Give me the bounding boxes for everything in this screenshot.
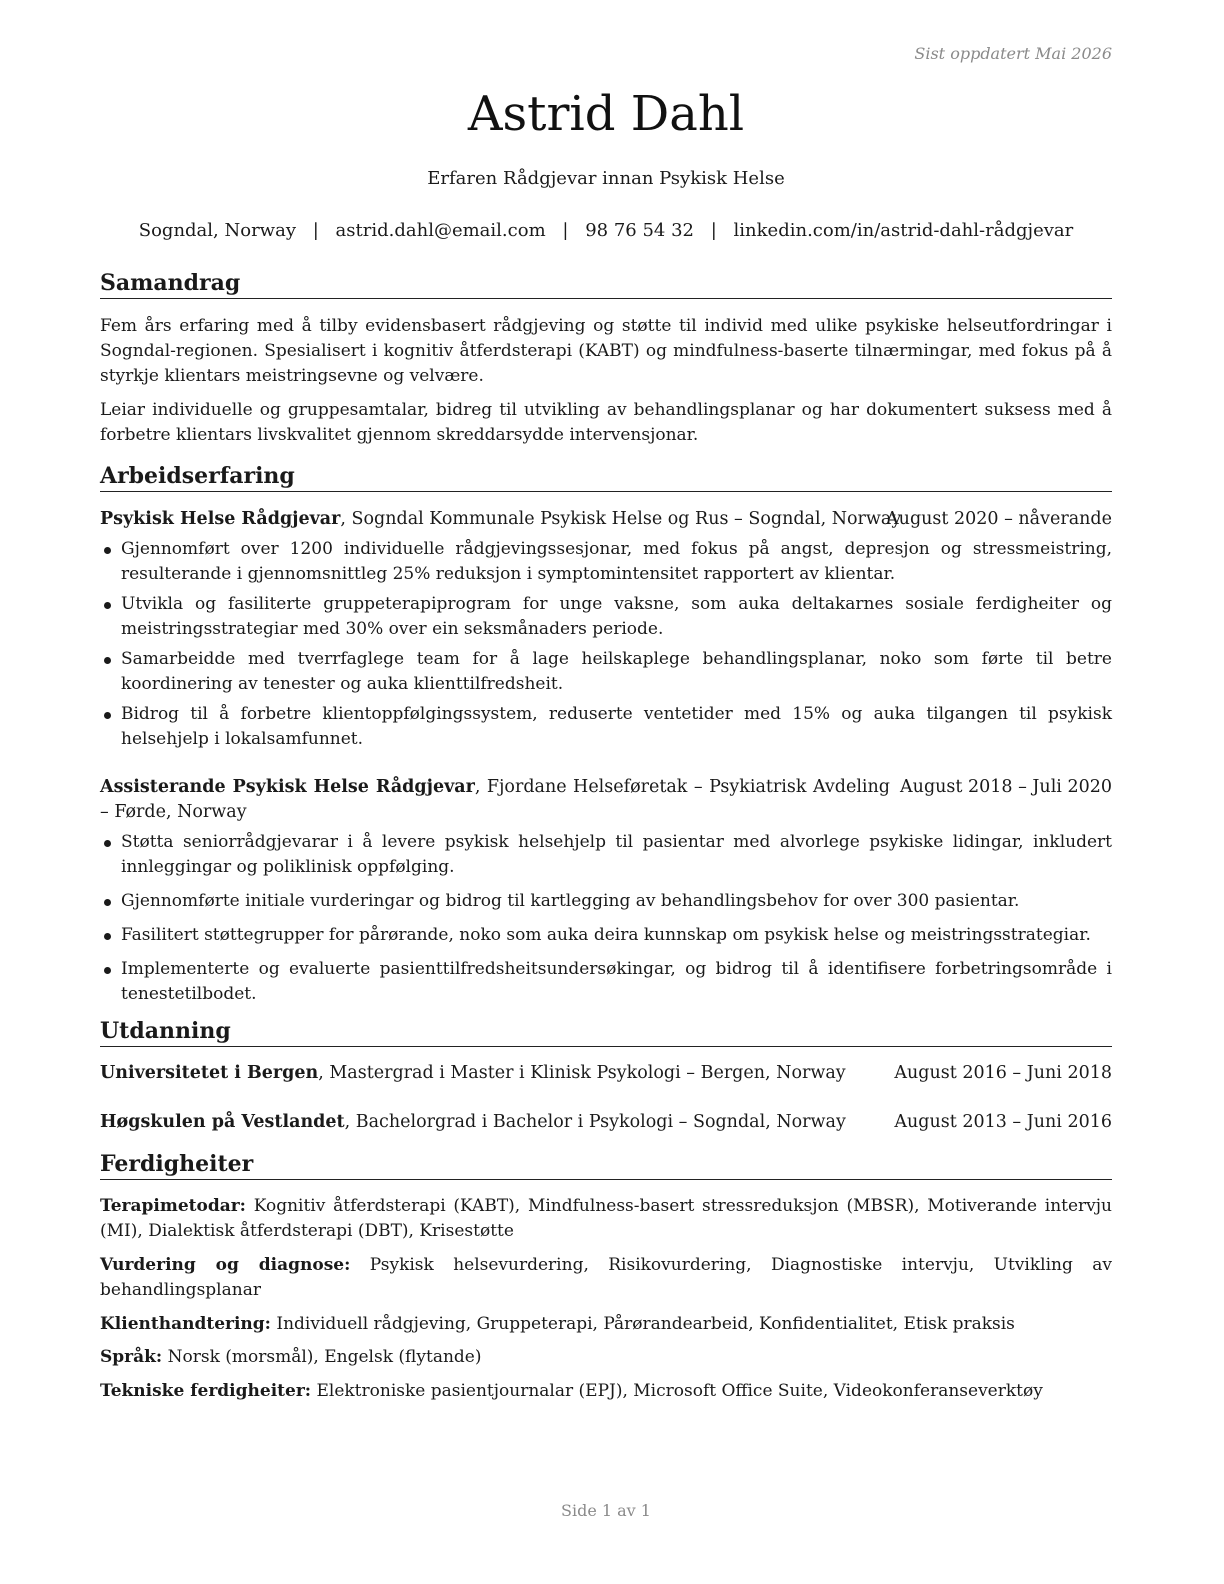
education-dates: August 2016 – Juni 2018 xyxy=(894,1063,1112,1083)
job-bullet: Samarbeidde med tverrfaglege team for å lage heilskaplege behandlingsplanar, noko som førte til betre koordinering av tenester og auka klienttilfredsheit. xyxy=(100,647,1112,697)
job-role: Assisterande Psykisk Helse Rådgjevar xyxy=(100,777,475,797)
candidate-title: Erfaren Rådgjevar innan Psykisk Helse xyxy=(427,168,785,189)
skill-label: Klienthandtering: xyxy=(100,1314,271,1334)
contact-separator: | xyxy=(562,220,569,241)
job-bullet: Utvikla og fasiliterte gruppeterapiprogram for unge vaksne, som auka deltakarnes sosiale ferdigheiter og meistringsstrategiar med 30% over ein seksmånaders periode. xyxy=(100,592,1112,642)
job-bullets xyxy=(100,537,1112,752)
section-title-education: Utdanning xyxy=(100,1018,1112,1047)
education-school: Høgskulen på Vestlandet xyxy=(100,1112,345,1132)
skill-row xyxy=(100,1312,1112,1337)
skill-value: Elektroniske pasientjournalar (EPJ), Microsoft Office Suite, Videokonferanseverktøy xyxy=(311,1381,1043,1401)
contact-line xyxy=(100,220,1112,241)
job-bullet: Implementerte og evaluerte pasienttilfredsheitsundersøkingar, og bidrog til å identifisere forbetringsområde i tenestetilbodet. xyxy=(100,957,1112,1007)
skill-value: Individuell rådgjeving, Gruppeterapi, Pårørandearbeid, Konfidentialitet, Etisk praksis xyxy=(270,1314,1015,1334)
contact-separator: | xyxy=(312,220,319,241)
skill-row xyxy=(100,1379,1112,1404)
skill-row xyxy=(100,1345,1112,1370)
skill-value: Kognitiv åtferdsterapi (KABT), Mindfulness-basert stressreduksjon (MBSR), Motiverande intervju (MI), Dialektisk åtferdsterapi (DBT), Krisestøtte xyxy=(100,1196,1112,1241)
summary-paragraph: Leiar individuelle og gruppesamtalar, bidreg til utvikling av behandlingsplanar og har dokumentert suksess med å forbetre klientars livskvalitet gjennom skreddarsydde intervensjonar. xyxy=(100,400,1112,445)
job-header xyxy=(100,507,1112,532)
skill-value: Norsk (morsmål), Engelsk (flytande) xyxy=(162,1347,482,1367)
education-detail: , Mastergrad i Master i Klinisk Psykologi – Bergen, Norway xyxy=(318,1063,846,1083)
contact-separator: | xyxy=(710,220,717,241)
skill-row xyxy=(100,1194,1112,1244)
contact-phone: 98 76 54 32 xyxy=(585,220,694,241)
last-updated: Sist oppdatert Mai 2026 xyxy=(914,44,1112,63)
skill-label: Tekniske ferdigheiter: xyxy=(100,1381,312,1401)
education-school: Universitetet i Bergen xyxy=(100,1063,319,1083)
education-dates: August 2013 – Juni 2016 xyxy=(894,1112,1112,1132)
job-bullets xyxy=(100,830,1112,1007)
job-bullet: Gjennomførte initiale vurderingar og bidrog til kartlegging av behandlingsbehov for over 300 pasientar. xyxy=(100,889,1112,914)
job-bullet: Bidrog til å forbetre klientoppfølgingssystem, reduserte ventetider med 15% og auka tilgangen til psykisk helsehjelp i lokalsamfunnet. xyxy=(100,702,1112,752)
job-role: Psykisk Helse Rådgjevar xyxy=(100,509,341,529)
job-bullet: Fasilitert støttegrupper for pårørande, noko som auka deira kunnskap om psykisk helse og meistringsstrategiar. xyxy=(100,923,1112,948)
skill-label: Vurdering og diagnose: xyxy=(100,1255,351,1275)
job-dates: August 2020 – nåverande xyxy=(886,509,1112,529)
skill-row xyxy=(100,1253,1112,1303)
summary-paragraph: Fem års erfaring med å tilby evidensbasert rådgjeving og støtte til individ med ulike psykiske helseutfordringar i Sogndal-regionen. Spesialisert i kognitiv åtferdsterapi (KABT) og mindfulness-baserte tilnærmingar, med fokus på å styrkje klientars meistringsevne og velvære. xyxy=(100,316,1112,386)
job-org: , Sogndal Kommunale Psykisk Helse og Rus – Sogndal, Norway xyxy=(340,509,902,529)
job-bullet: Støtta seniorrådgjevarar i å levere psykisk helsehjelp til pasientar med alvorlege psykiske lidingar, inkludert innleggingar og poliklinisk oppfølging. xyxy=(100,830,1112,880)
education-entry xyxy=(100,1061,1112,1086)
page-number: Side 1 av 1 xyxy=(561,1501,651,1520)
section-title-skills: Ferdigheiter xyxy=(100,1151,1112,1180)
skill-label: Terapimetodar: xyxy=(100,1196,246,1216)
candidate-name: Astrid Dahl xyxy=(467,86,745,142)
job-org: , Fjordane Helseføretak – Psykiatrisk Avdeling – Førde, Norway xyxy=(100,777,890,822)
job-bullet: Gjennomført over 1200 individuelle rådgjevingssesjonar, med fokus på angst, depresjon og stressmeistring, resulterande i gjennomsnittleg 25% reduksjon i symptomintensitet rapportert av klientar. xyxy=(100,537,1112,587)
contact-email[interactable]: astrid.dahl@email.com xyxy=(335,220,546,241)
education-detail: , Bachelorgrad i Bachelor i Psykologi – Sogndal, Norway xyxy=(344,1112,846,1132)
section-title-summary: Samandrag xyxy=(100,270,1112,299)
skill-label: Språk: xyxy=(100,1347,163,1367)
contact-linkedin[interactable]: linkedin.com/in/astrid-dahl-rådgjevar xyxy=(733,220,1074,241)
job-header xyxy=(100,775,1112,825)
section-title-experience: Arbeidserfaring xyxy=(100,463,1112,492)
job-dates: August 2018 – Juli 2020 xyxy=(900,777,1112,797)
skill-value: Psykisk helsevurdering, Risikovurdering, Diagnostiske intervju, Utvikling av behandlingsplanar xyxy=(100,1255,1112,1300)
education-entry xyxy=(100,1110,1112,1135)
contact-location: Sogndal, Norway xyxy=(138,220,296,241)
